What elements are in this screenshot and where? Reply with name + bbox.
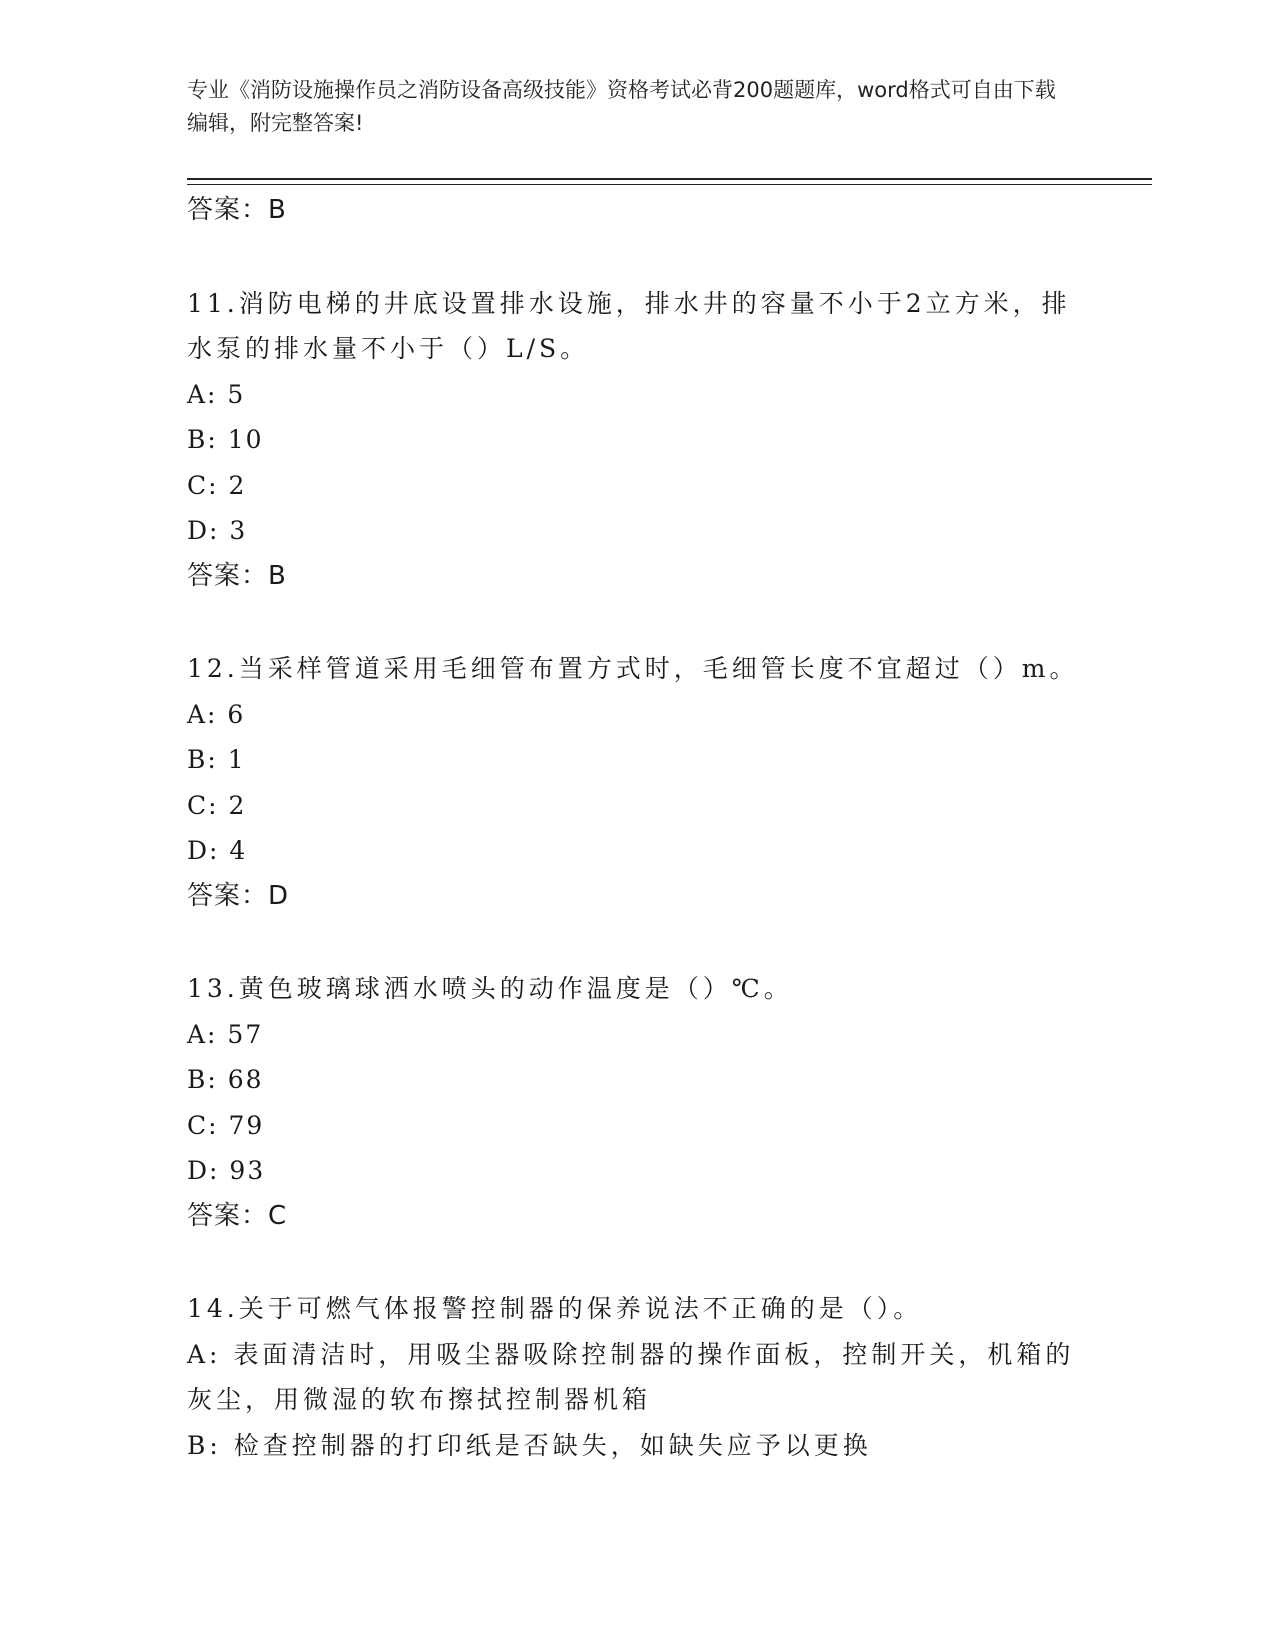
option-a: A: 57 [187,1019,264,1049]
option-b: B: 68 [187,1065,264,1094]
option-a: A: 5 [187,379,246,409]
option-b: B: 1 [187,745,246,774]
option-d: D: 4 [187,836,248,865]
option-c: C: 79 [187,1110,265,1140]
option-a: A: 6 [187,699,246,729]
question-list [187,188,1087,1468]
question-stem: 12.当采样管道采用毛细管布置方式时，毛细管长度不宜超过（）m。 [187,654,1079,683]
answer-line: 答案：B [187,195,287,225]
question-stem: 13.黄色玻璃球洒水喷头的动作温度是（）℃。 [187,974,793,1003]
question-14 [187,1286,1087,1468]
option-c: C: 2 [187,470,247,500]
answer-line: 答案：C [187,1200,288,1231]
option-b: B: 检查控制器的打印纸是否缺失，如缺失应予以更换 [187,1430,872,1460]
question-11 [187,281,1087,600]
answer-line: 答案：D [187,880,290,911]
question-13 [187,966,1087,1239]
option-b: B: 10 [187,425,264,454]
option-d: D: 93 [187,1156,266,1185]
question-stem: 14.关于可燃气体报警控制器的保养说法不正确的是（）。 [187,1294,923,1323]
question-stem: 11.消防电梯的井底设置排水设施，排水井的容量不小于2立方米，排水泵的排水量不小于（）L/S。 [187,288,1071,363]
question-12 [187,646,1087,919]
document-header: 专业《消防设施操作员之消防设备高级技能》资格考试必背200题题库，word格式可自由下载编辑，附完整答案! [187,78,1056,135]
header-rule-thin [187,184,1152,185]
option-a: A: 表面清洁时，用吸尘器吸除控制器的操作面板，控制开关，机箱的灰尘，用微湿的软布擦拭控制器机箱 [187,1339,1075,1414]
header-rule-thick [187,178,1152,180]
answer-line: 答案：B [187,560,287,591]
option-d: D: 3 [187,516,248,545]
option-c: C: 2 [187,790,247,820]
